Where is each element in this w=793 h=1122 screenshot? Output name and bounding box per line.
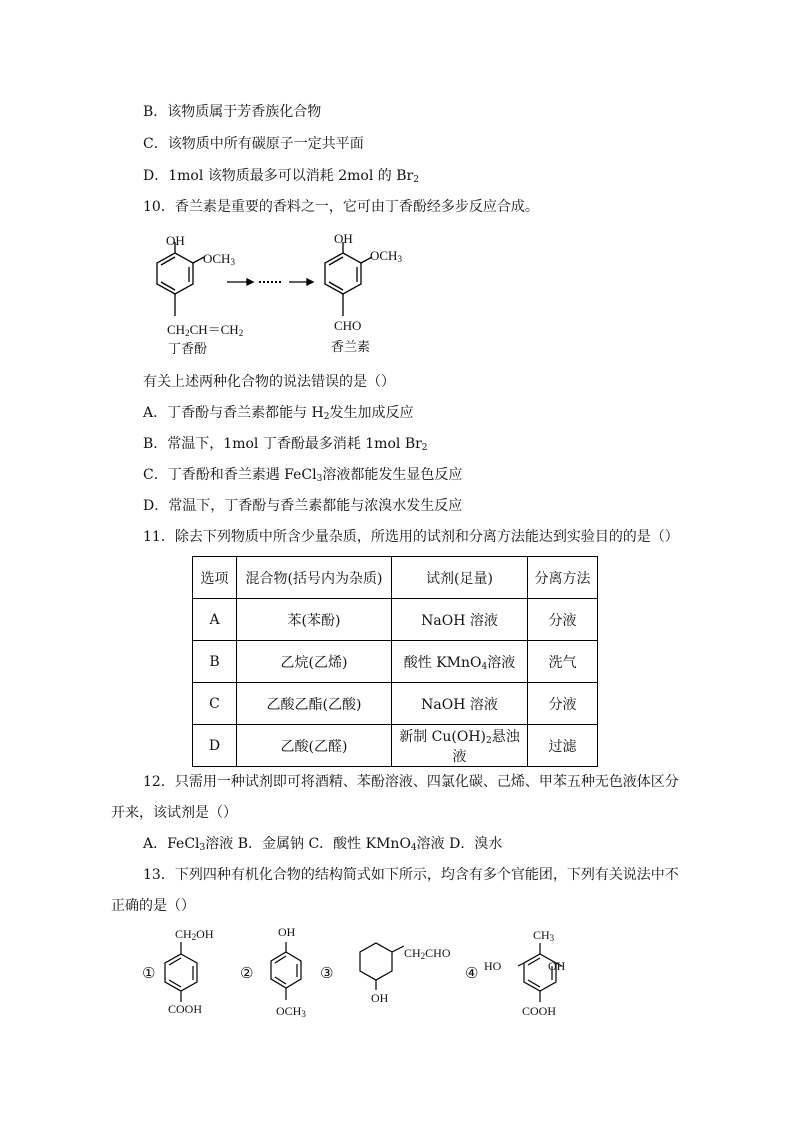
q11-stem: 11．除去下列物质中所含少量杂质，所选用的试剂和分离方法能达到实验目的的是（） bbox=[143, 529, 679, 545]
row-mixture: 乙酸乙酯(乙酸) bbox=[237, 683, 392, 725]
q13-stem-line1: 13．下列四种有机化合物的结构简式如下所示，均含有多个官能团，下列有关说法中不 bbox=[143, 867, 679, 883]
q13-stem-line2: 正确的是（） bbox=[111, 898, 195, 914]
row-mixture: 乙酸(乙醛) bbox=[237, 725, 392, 767]
table-row bbox=[193, 683, 598, 725]
eugenol-och3: $OCH_3$ bbox=[203, 251, 235, 267]
compound-1-bottom: COOH bbox=[168, 1002, 203, 1016]
header-option: 选项 bbox=[193, 557, 237, 599]
q10-option-c: C．丁香酚和香兰素遇 FeCl$_3$溶液都能发生显色反应 bbox=[143, 467, 463, 484]
compound-1-structure bbox=[160, 940, 220, 1010]
row-option: D bbox=[193, 725, 237, 767]
row-mixture: 乙烷(乙烯) bbox=[237, 641, 392, 683]
row-method: 过滤 bbox=[528, 725, 598, 767]
table-row bbox=[193, 599, 598, 641]
q9-option-d: D．1mol 该物质最多可以消耗 2mol 的 $Br_2$ bbox=[143, 168, 419, 185]
table-row bbox=[193, 641, 598, 683]
reaction-arrow bbox=[225, 276, 320, 288]
header-reagent: 试剂(足量) bbox=[392, 557, 528, 599]
vanillin-och3: $OCH_3$ bbox=[370, 248, 402, 264]
separation-table bbox=[192, 556, 598, 767]
row-option: A bbox=[193, 599, 237, 641]
row-reagent: NaOH 溶液 bbox=[392, 599, 528, 641]
compound-3-structure bbox=[356, 935, 416, 995]
q12-stem-line2: 开来，该试剂是（） bbox=[111, 805, 237, 821]
table-row bbox=[193, 725, 598, 767]
compound-3-oh: OH bbox=[371, 991, 389, 1005]
compound-3-side: $CH_2CHO$ bbox=[404, 946, 451, 961]
q10-option-b: B．常温下，1mol 丁香酚最多消耗 1mol $Br_2$ bbox=[143, 436, 428, 453]
q10-option-d: D．常温下，丁香酚与香兰素都能与浓溴水发生反应 bbox=[143, 498, 463, 514]
compound-4-top: $CH_3$ bbox=[533, 928, 555, 943]
header-method: 分离方法 bbox=[528, 557, 598, 599]
compound-4-right: OH bbox=[548, 959, 566, 973]
compound-2-structure bbox=[266, 940, 316, 1010]
row-mixture: 苯(苯酚) bbox=[237, 599, 392, 641]
compound-4-left: HO bbox=[484, 959, 502, 973]
q9-option-b: B．该物质属于芳香族化合物 bbox=[143, 104, 322, 120]
row-reagent: 酸性 KMnO$_4$溶液 bbox=[392, 641, 528, 683]
compound-1-top: $CH_2OH$ bbox=[175, 927, 214, 942]
compound-2-label: ② bbox=[240, 964, 254, 982]
eugenol-name: 丁香酚 bbox=[168, 342, 208, 357]
row-method: 分液 bbox=[528, 683, 598, 725]
eugenol-side-chain: $CH_2CH=CH_2$ bbox=[167, 322, 244, 338]
compound-3-label: ③ bbox=[320, 964, 334, 982]
q9-option-c: C．该物质中所有碳原子一定共平面 bbox=[143, 136, 364, 152]
vanillin-oh: OH bbox=[334, 231, 353, 246]
q12-stem-line1: 12．只需用一种试剂即可将酒精、苯酚溶液、四氯化碳、己烯、甲苯五种无色液体区分 bbox=[143, 774, 679, 790]
row-method: 分液 bbox=[528, 599, 598, 641]
header-mixture: 混合物(括号内为杂质) bbox=[237, 557, 392, 599]
row-reagent: NaOH 溶液 bbox=[392, 683, 528, 725]
table-header-row bbox=[193, 557, 598, 599]
eugenol-oh: OH bbox=[166, 233, 185, 248]
row-option: B bbox=[193, 641, 237, 683]
compound-4-bottom: COOH bbox=[522, 1004, 557, 1018]
compound-1-label: ① bbox=[142, 964, 156, 982]
row-option: C bbox=[193, 683, 237, 725]
row-reagent: 新制 $Cu(OH)_2$悬浊液 bbox=[392, 725, 528, 767]
vanillin-cho: CHO bbox=[334, 318, 362, 333]
q10-ask: 有关上述两种化合物的说法错误的是（） bbox=[143, 374, 395, 390]
compound-2-bottom: $OCH_3$ bbox=[276, 1004, 306, 1019]
vanillin-name: 香兰素 bbox=[331, 340, 371, 355]
compound-2-top: OH bbox=[278, 925, 296, 939]
compound-4-structure bbox=[516, 940, 576, 1010]
q12-options: A．FeCl$_3$溶液 B．金属钠 C．酸性 KMnO$_4$溶液 D．溴水 bbox=[143, 836, 503, 853]
row-method: 洗气 bbox=[528, 641, 598, 683]
compound-4-label: ④ bbox=[465, 964, 479, 982]
q10-stem: 10．香兰素是重要的香料之一，它可由丁香酚经多步反应合成。 bbox=[143, 199, 539, 215]
q10-option-a: A．丁香酚与香兰素都能与 $H_2$发生加成反应 bbox=[143, 405, 414, 422]
